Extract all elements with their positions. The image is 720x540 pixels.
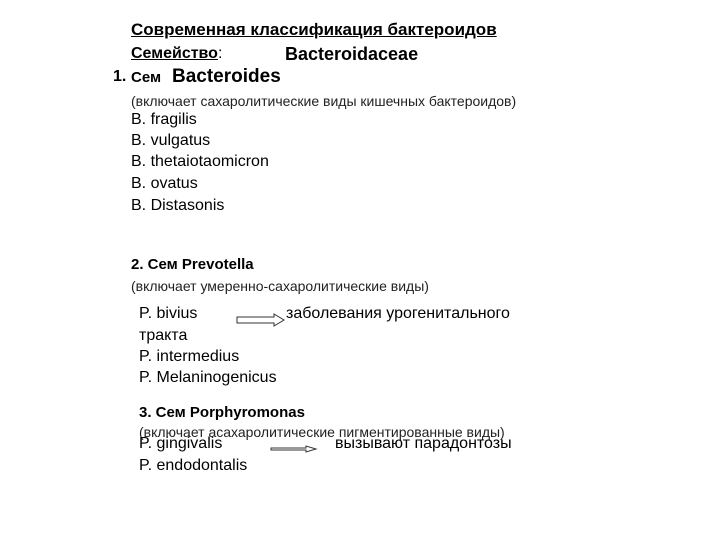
species-item: P. endodontalis xyxy=(139,457,248,474)
arrow-icon xyxy=(236,313,286,327)
species-item: B. ovatus xyxy=(131,175,198,192)
disease-text: заболевания урогенитального xyxy=(286,305,510,322)
genus1-name: Bacteroides xyxy=(172,66,281,87)
arrow-icon xyxy=(270,444,318,454)
species-item: B. vulgatus xyxy=(131,132,211,149)
family-colon: : xyxy=(217,45,223,62)
species-item: P. Melaninogenicus xyxy=(139,369,277,386)
genus1-number: 1. xyxy=(113,68,127,85)
family-name: Bacteroidaceae xyxy=(285,44,419,64)
family-label: Семейство xyxy=(131,45,218,62)
genus3-heading: 3. Сем Porphyromonas xyxy=(139,404,305,421)
species-item: B. fragilis xyxy=(131,111,197,128)
genus1-note: (включает сахаролитические виды кишечных бактероидов) xyxy=(131,93,517,109)
family-label-row xyxy=(131,46,222,62)
genus3-note: (включает асахаролитические пигментированные виды) xyxy=(139,424,505,440)
page-title: Современная классификация бактероидов xyxy=(131,20,497,39)
genus2-note: (включает умеренно-сахаролитические виды) xyxy=(131,278,429,294)
species-item: P. gingivalis xyxy=(139,435,223,452)
disease-text: вызывают парадонтозы xyxy=(335,435,512,452)
species-item: B. Distasonis xyxy=(131,197,225,214)
disease-text-cont: тракта xyxy=(139,327,188,344)
species-item: P. bivius xyxy=(139,305,198,322)
genus1-prefix: Сем xyxy=(131,69,162,86)
genus2-heading: 2. Сем Prevotella xyxy=(131,256,254,273)
species-item: P. intermedius xyxy=(139,348,240,365)
species-item: B. thetaiotaomicron xyxy=(131,153,269,170)
